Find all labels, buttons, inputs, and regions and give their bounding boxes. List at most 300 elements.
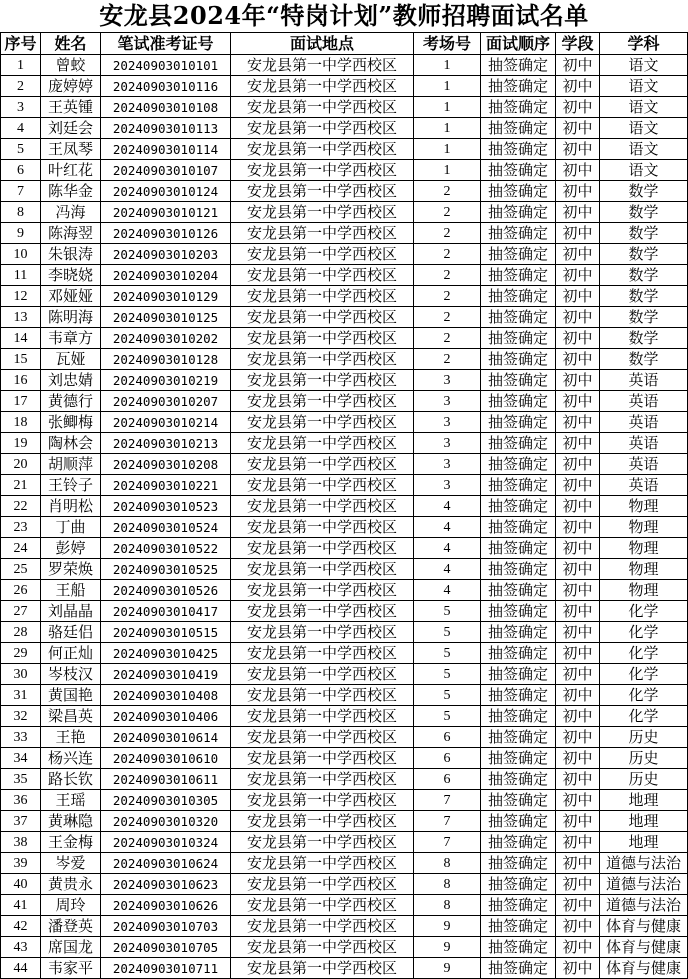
cell-room: 2	[414, 307, 481, 328]
cell-level: 初中	[556, 265, 600, 286]
cell-room: 5	[414, 664, 481, 685]
table-row	[1, 97, 688, 118]
cell-order: 抽签确定	[481, 55, 556, 76]
cell-level: 初中	[556, 664, 600, 685]
cell-room: 4	[414, 538, 481, 559]
cell-order: 抽签确定	[481, 706, 556, 727]
cell-level: 初中	[556, 202, 600, 223]
cell-no: 38	[1, 832, 41, 853]
cell-name: 陶林会	[41, 433, 101, 454]
cell-order: 抽签确定	[481, 223, 556, 244]
table-row	[1, 433, 688, 454]
table-row	[1, 391, 688, 412]
cell-location: 安龙县第一中学西校区	[231, 265, 414, 286]
cell-location: 安龙县第一中学西校区	[231, 118, 414, 139]
cell-exam-id: 20240903010515	[101, 622, 231, 643]
cell-level: 初中	[556, 286, 600, 307]
cell-location: 安龙县第一中学西校区	[231, 769, 414, 790]
cell-location: 安龙县第一中学西校区	[231, 790, 414, 811]
cell-level: 初中	[556, 811, 600, 832]
cell-room: 2	[414, 328, 481, 349]
cell-exam-id: 20240903010124	[101, 181, 231, 202]
cell-subject: 化学	[600, 664, 688, 685]
cell-no: 2	[1, 76, 41, 97]
cell-exam-id: 20240903010107	[101, 160, 231, 181]
cell-location: 安龙县第一中学西校区	[231, 958, 414, 979]
cell-subject: 数学	[600, 181, 688, 202]
cell-room: 5	[414, 685, 481, 706]
cell-level: 初中	[556, 916, 600, 937]
cell-exam-id: 20240903010208	[101, 454, 231, 475]
cell-no: 23	[1, 517, 41, 538]
cell-subject: 语文	[600, 118, 688, 139]
cell-order: 抽签确定	[481, 601, 556, 622]
cell-order: 抽签确定	[481, 538, 556, 559]
cell-no: 4	[1, 118, 41, 139]
cell-no: 12	[1, 286, 41, 307]
cell-level: 初中	[556, 412, 600, 433]
cell-name: 何正灿	[41, 643, 101, 664]
cell-no: 34	[1, 748, 41, 769]
cell-subject: 语文	[600, 55, 688, 76]
header-exam-id: 笔试准考证号	[101, 33, 231, 55]
cell-no: 20	[1, 454, 41, 475]
cell-location: 安龙县第一中学西校区	[231, 55, 414, 76]
cell-level: 初中	[556, 349, 600, 370]
cell-location: 安龙县第一中学西校区	[231, 244, 414, 265]
cell-name: 瓦娅	[41, 349, 101, 370]
cell-subject: 体育与健康	[600, 958, 688, 979]
cell-name: 庞婷婷	[41, 76, 101, 97]
cell-subject: 道德与法治	[600, 853, 688, 874]
table-row	[1, 811, 688, 832]
cell-room: 2	[414, 265, 481, 286]
cell-name: 杨兴连	[41, 748, 101, 769]
cell-order: 抽签确定	[481, 475, 556, 496]
cell-level: 初中	[556, 139, 600, 160]
cell-level: 初中	[556, 328, 600, 349]
cell-level: 初中	[556, 97, 600, 118]
cell-room: 3	[414, 370, 481, 391]
cell-no: 21	[1, 475, 41, 496]
cell-subject: 数学	[600, 265, 688, 286]
cell-level: 初中	[556, 748, 600, 769]
table-row	[1, 685, 688, 706]
cell-no: 16	[1, 370, 41, 391]
cell-order: 抽签确定	[481, 433, 556, 454]
cell-name: 黄贵永	[41, 874, 101, 895]
cell-name: 刘廷会	[41, 118, 101, 139]
cell-no: 3	[1, 97, 41, 118]
cell-order: 抽签确定	[481, 643, 556, 664]
table-row	[1, 370, 688, 391]
cell-exam-id: 20240903010524	[101, 517, 231, 538]
cell-order: 抽签确定	[481, 139, 556, 160]
cell-room: 8	[414, 853, 481, 874]
cell-order: 抽签确定	[481, 307, 556, 328]
cell-level: 初中	[556, 937, 600, 958]
cell-subject: 体育与健康	[600, 916, 688, 937]
cell-level: 初中	[556, 832, 600, 853]
cell-name: 陈华金	[41, 181, 101, 202]
cell-room: 5	[414, 601, 481, 622]
cell-subject: 语文	[600, 97, 688, 118]
cell-location: 安龙县第一中学西校区	[231, 622, 414, 643]
cell-name: 陈海翌	[41, 223, 101, 244]
cell-order: 抽签确定	[481, 685, 556, 706]
cell-location: 安龙县第一中学西校区	[231, 76, 414, 97]
cell-no: 13	[1, 307, 41, 328]
cell-level: 初中	[556, 76, 600, 97]
cell-exam-id: 20240903010408	[101, 685, 231, 706]
cell-room: 5	[414, 706, 481, 727]
header-level: 学段	[556, 33, 600, 55]
cell-name: 岑爱	[41, 853, 101, 874]
cell-level: 初中	[556, 391, 600, 412]
cell-order: 抽签确定	[481, 727, 556, 748]
cell-name: 陈明海	[41, 307, 101, 328]
cell-subject: 化学	[600, 706, 688, 727]
cell-location: 安龙县第一中学西校区	[231, 580, 414, 601]
header-no: 序号	[1, 33, 41, 55]
cell-subject: 化学	[600, 601, 688, 622]
table-row	[1, 307, 688, 328]
cell-name: 刘忠婧	[41, 370, 101, 391]
cell-no: 15	[1, 349, 41, 370]
cell-exam-id: 20240903010129	[101, 286, 231, 307]
cell-room: 7	[414, 832, 481, 853]
cell-level: 初中	[556, 895, 600, 916]
cell-name: 张鲫梅	[41, 412, 101, 433]
cell-subject: 英语	[600, 412, 688, 433]
cell-subject: 英语	[600, 475, 688, 496]
cell-exam-id: 20240903010610	[101, 748, 231, 769]
cell-location: 安龙县第一中学西校区	[231, 853, 414, 874]
cell-room: 6	[414, 769, 481, 790]
cell-room: 8	[414, 874, 481, 895]
table-row	[1, 895, 688, 916]
cell-exam-id: 20240903010320	[101, 811, 231, 832]
cell-level: 初中	[556, 874, 600, 895]
cell-exam-id: 20240903010419	[101, 664, 231, 685]
cell-location: 安龙县第一中学西校区	[231, 370, 414, 391]
cell-subject: 语文	[600, 160, 688, 181]
cell-no: 6	[1, 160, 41, 181]
cell-no: 24	[1, 538, 41, 559]
table-row	[1, 55, 688, 76]
cell-location: 安龙县第一中学西校区	[231, 391, 414, 412]
cell-name: 刘晶晶	[41, 601, 101, 622]
cell-location: 安龙县第一中学西校区	[231, 97, 414, 118]
cell-exam-id: 20240903010114	[101, 139, 231, 160]
cell-no: 26	[1, 580, 41, 601]
header-order: 面试顺序	[481, 33, 556, 55]
cell-level: 初中	[556, 181, 600, 202]
cell-no: 18	[1, 412, 41, 433]
cell-subject: 化学	[600, 622, 688, 643]
cell-room: 1	[414, 76, 481, 97]
cell-order: 抽签确定	[481, 958, 556, 979]
table-row	[1, 622, 688, 643]
cell-location: 安龙县第一中学西校区	[231, 181, 414, 202]
header-name: 姓名	[41, 33, 101, 55]
cell-no: 39	[1, 853, 41, 874]
cell-room: 5	[414, 643, 481, 664]
cell-location: 安龙县第一中学西校区	[231, 706, 414, 727]
cell-room: 6	[414, 727, 481, 748]
cell-subject: 语文	[600, 76, 688, 97]
cell-no: 8	[1, 202, 41, 223]
cell-room: 9	[414, 958, 481, 979]
cell-exam-id: 20240903010128	[101, 349, 231, 370]
cell-order: 抽签确定	[481, 790, 556, 811]
cell-location: 安龙县第一中学西校区	[231, 916, 414, 937]
table-row	[1, 454, 688, 475]
cell-location: 安龙县第一中学西校区	[231, 727, 414, 748]
cell-room: 9	[414, 916, 481, 937]
cell-name: 叶红花	[41, 160, 101, 181]
cell-location: 安龙县第一中学西校区	[231, 811, 414, 832]
cell-order: 抽签确定	[481, 328, 556, 349]
cell-exam-id: 20240903010324	[101, 832, 231, 853]
cell-name: 曾蛟	[41, 55, 101, 76]
cell-level: 初中	[556, 706, 600, 727]
cell-subject: 英语	[600, 391, 688, 412]
cell-order: 抽签确定	[481, 160, 556, 181]
cell-exam-id: 20240903010213	[101, 433, 231, 454]
cell-subject: 地理	[600, 832, 688, 853]
cell-level: 初中	[556, 244, 600, 265]
cell-level: 初中	[556, 160, 600, 181]
cell-no: 1	[1, 55, 41, 76]
header-subject: 学科	[600, 33, 688, 55]
cell-room: 7	[414, 811, 481, 832]
cell-name: 彭婷	[41, 538, 101, 559]
cell-no: 36	[1, 790, 41, 811]
cell-name: 冯海	[41, 202, 101, 223]
table-row	[1, 181, 688, 202]
cell-no: 44	[1, 958, 41, 979]
cell-order: 抽签确定	[481, 664, 556, 685]
cell-exam-id: 20240903010623	[101, 874, 231, 895]
cell-no: 22	[1, 496, 41, 517]
cell-subject: 物理	[600, 559, 688, 580]
cell-subject: 地理	[600, 811, 688, 832]
table-row	[1, 538, 688, 559]
cell-subject: 地理	[600, 790, 688, 811]
cell-subject: 数学	[600, 349, 688, 370]
cell-order: 抽签确定	[481, 286, 556, 307]
table-row	[1, 937, 688, 958]
cell-room: 6	[414, 748, 481, 769]
cell-order: 抽签确定	[481, 853, 556, 874]
table-row	[1, 496, 688, 517]
cell-name: 王瑶	[41, 790, 101, 811]
cell-exam-id: 20240903010417	[101, 601, 231, 622]
cell-room: 9	[414, 937, 481, 958]
cell-name: 韦家平	[41, 958, 101, 979]
cell-room: 3	[414, 412, 481, 433]
cell-exam-id: 20240903010113	[101, 118, 231, 139]
table-row	[1, 853, 688, 874]
cell-order: 抽签确定	[481, 895, 556, 916]
cell-no: 10	[1, 244, 41, 265]
cell-name: 韦章方	[41, 328, 101, 349]
cell-no: 28	[1, 622, 41, 643]
cell-exam-id: 20240903010523	[101, 496, 231, 517]
cell-level: 初中	[556, 559, 600, 580]
table-row	[1, 643, 688, 664]
cell-order: 抽签确定	[481, 391, 556, 412]
cell-level: 初中	[556, 433, 600, 454]
table-row	[1, 349, 688, 370]
table-row	[1, 223, 688, 244]
cell-exam-id: 20240903010711	[101, 958, 231, 979]
cell-name: 丁曲	[41, 517, 101, 538]
cell-room: 1	[414, 55, 481, 76]
cell-exam-id: 20240903010425	[101, 643, 231, 664]
cell-order: 抽签确定	[481, 370, 556, 391]
cell-level: 初中	[556, 622, 600, 643]
cell-exam-id: 20240903010611	[101, 769, 231, 790]
cell-name: 肖明松	[41, 496, 101, 517]
cell-exam-id: 20240903010101	[101, 55, 231, 76]
cell-level: 初中	[556, 517, 600, 538]
cell-no: 27	[1, 601, 41, 622]
cell-location: 安龙县第一中学西校区	[231, 475, 414, 496]
cell-subject: 英语	[600, 454, 688, 475]
cell-location: 安龙县第一中学西校区	[231, 643, 414, 664]
cell-exam-id: 20240903010703	[101, 916, 231, 937]
cell-location: 安龙县第一中学西校区	[231, 748, 414, 769]
cell-no: 33	[1, 727, 41, 748]
cell-subject: 英语	[600, 370, 688, 391]
cell-exam-id: 20240903010406	[101, 706, 231, 727]
table-row	[1, 118, 688, 139]
table-row	[1, 265, 688, 286]
cell-subject: 化学	[600, 643, 688, 664]
table-row	[1, 832, 688, 853]
table-row	[1, 580, 688, 601]
cell-subject: 物理	[600, 580, 688, 601]
cell-exam-id: 20240903010626	[101, 895, 231, 916]
table-row	[1, 139, 688, 160]
cell-order: 抽签确定	[481, 769, 556, 790]
cell-room: 8	[414, 895, 481, 916]
cell-order: 抽签确定	[481, 748, 556, 769]
table-row	[1, 286, 688, 307]
cell-level: 初中	[556, 853, 600, 874]
cell-location: 安龙县第一中学西校区	[231, 139, 414, 160]
cell-location: 安龙县第一中学西校区	[231, 202, 414, 223]
header-room: 考场号	[414, 33, 481, 55]
cell-subject: 物理	[600, 538, 688, 559]
cell-no: 37	[1, 811, 41, 832]
cell-level: 初中	[556, 790, 600, 811]
cell-location: 安龙县第一中学西校区	[231, 538, 414, 559]
cell-subject: 数学	[600, 223, 688, 244]
cell-order: 抽签确定	[481, 622, 556, 643]
cell-room: 3	[414, 391, 481, 412]
cell-exam-id: 20240903010214	[101, 412, 231, 433]
cell-name: 胡顺萍	[41, 454, 101, 475]
cell-room: 3	[414, 433, 481, 454]
cell-room: 2	[414, 349, 481, 370]
cell-level: 初中	[556, 538, 600, 559]
cell-level: 初中	[556, 118, 600, 139]
cell-exam-id: 20240903010525	[101, 559, 231, 580]
cell-name: 王金梅	[41, 832, 101, 853]
table-row	[1, 958, 688, 979]
table-row	[1, 244, 688, 265]
cell-name: 黄国艳	[41, 685, 101, 706]
cell-subject: 英语	[600, 433, 688, 454]
cell-subject: 历史	[600, 748, 688, 769]
table-row	[1, 160, 688, 181]
cell-exam-id: 20240903010305	[101, 790, 231, 811]
table-row	[1, 328, 688, 349]
cell-subject: 化学	[600, 685, 688, 706]
cell-no: 17	[1, 391, 41, 412]
cell-name: 骆廷侣	[41, 622, 101, 643]
cell-room: 2	[414, 202, 481, 223]
cell-level: 初中	[556, 601, 600, 622]
table-row	[1, 412, 688, 433]
cell-level: 初中	[556, 580, 600, 601]
cell-location: 安龙县第一中学西校区	[231, 664, 414, 685]
cell-no: 35	[1, 769, 41, 790]
cell-name: 梁昌英	[41, 706, 101, 727]
cell-no: 32	[1, 706, 41, 727]
cell-level: 初中	[556, 643, 600, 664]
cell-name: 王凤琴	[41, 139, 101, 160]
table-row	[1, 874, 688, 895]
cell-order: 抽签确定	[481, 580, 556, 601]
cell-order: 抽签确定	[481, 454, 556, 475]
table-row	[1, 727, 688, 748]
cell-exam-id: 20240903010522	[101, 538, 231, 559]
cell-no: 43	[1, 937, 41, 958]
cell-name: 席国龙	[41, 937, 101, 958]
cell-subject: 历史	[600, 769, 688, 790]
table-body	[1, 55, 688, 979]
cell-level: 初中	[556, 55, 600, 76]
cell-name: 岑枝汉	[41, 664, 101, 685]
cell-name: 黄琳隐	[41, 811, 101, 832]
cell-no: 25	[1, 559, 41, 580]
cell-order: 抽签确定	[481, 202, 556, 223]
cell-subject: 数学	[600, 328, 688, 349]
cell-name: 王艳	[41, 727, 101, 748]
cell-name: 朱银涛	[41, 244, 101, 265]
cell-exam-id: 20240903010221	[101, 475, 231, 496]
cell-room: 3	[414, 454, 481, 475]
cell-name: 李晓娆	[41, 265, 101, 286]
cell-room: 4	[414, 580, 481, 601]
cell-no: 41	[1, 895, 41, 916]
cell-name: 王铃子	[41, 475, 101, 496]
cell-no: 5	[1, 139, 41, 160]
cell-level: 初中	[556, 958, 600, 979]
cell-exam-id: 20240903010202	[101, 328, 231, 349]
table-row	[1, 916, 688, 937]
cell-order: 抽签确定	[481, 181, 556, 202]
cell-order: 抽签确定	[481, 937, 556, 958]
cell-location: 安龙县第一中学西校区	[231, 832, 414, 853]
cell-order: 抽签确定	[481, 349, 556, 370]
page-title: 安龙县2024年“特岗计划”教师招聘面试名单	[99, 1, 589, 30]
cell-location: 安龙县第一中学西校区	[231, 328, 414, 349]
